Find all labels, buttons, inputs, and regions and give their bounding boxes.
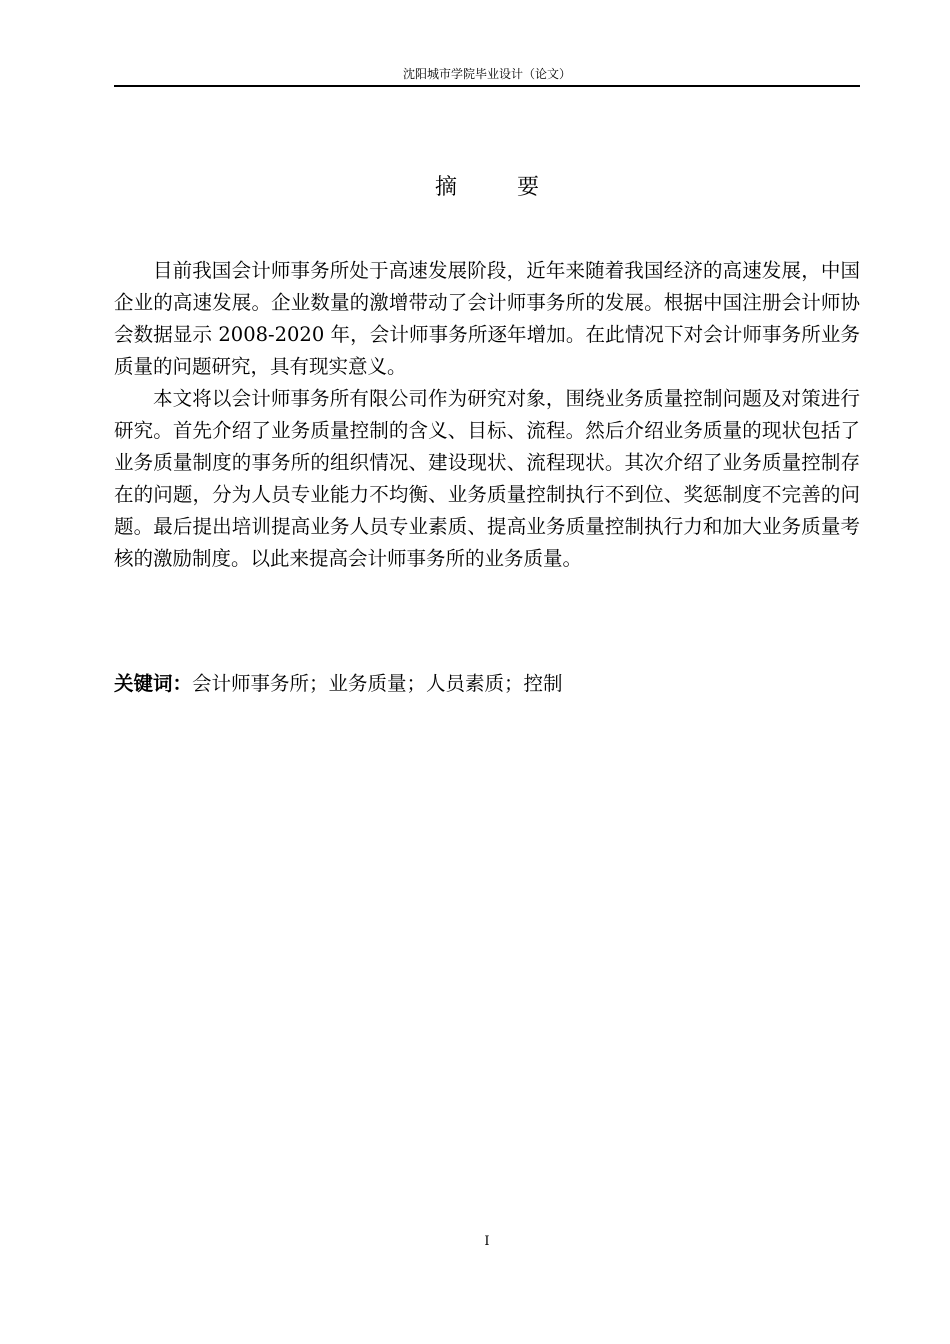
- abstract-paragraph-2: 本文将以会计师事务所有限公司作为研究对象，围绕业务质量控制问题及对策进行研究。首先介绍了业务质量控制的含义、目标、流程。然后介绍业务质量的现状包括了业务质量制度的事务所的组织情况、建设现状、流程现状。其次介绍了业务质量控制存在的问题，分为人员专业能力不均衡、业务质量控制执行不到位、奖惩制度不完善的问题。最后提出培训提高业务人员专业素质、提高业务质量控制执行力和加大业务质量考核的激励制度。以此来提高会计师事务所的业务质量。: [114, 387, 860, 570]
- page-header: 沈阳城市学院毕业设计（论文）: [402, 67, 571, 81]
- abstract-body: [114, 255, 860, 575]
- keywords-label: 关键词：: [114, 672, 193, 695]
- abstract-title: [114, 172, 860, 204]
- abstract-title-char-2: 要: [517, 175, 540, 200]
- keywords-value: 会计师事务所；业务质量；人员素质；控制: [192, 672, 563, 695]
- page-number: I: [484, 1234, 490, 1249]
- keywords-line: [114, 668, 860, 700]
- abstract-paragraph-1: 目前我国会计师事务所处于高速发展阶段，近年来随着我国经济的高速发展，中国企业的高速发展。企业数量的激增带动了会计师事务所的发展。根据中国注册会计师协会数据显示 2008-2020 年，会计师事务所逐年增加。在此情况下对会计师事务所业务质量的问题研究，具有现实意义。: [114, 259, 860, 378]
- header-divider: [114, 85, 860, 87]
- abstract-title-char-1: 摘: [434, 175, 457, 200]
